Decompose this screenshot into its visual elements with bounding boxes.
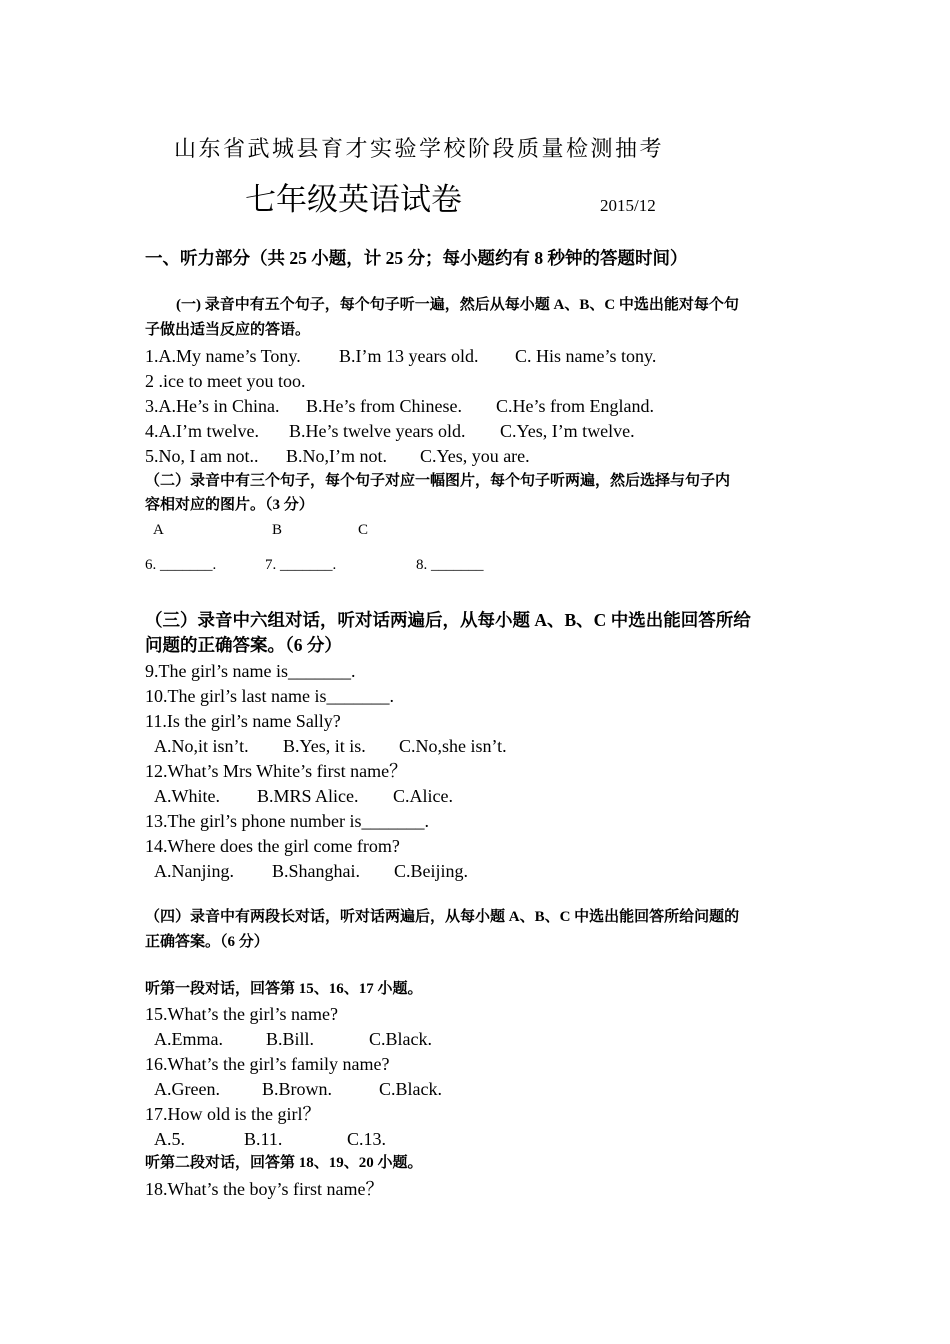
q3-option-b: B.He’s from Chinese. <box>306 396 462 416</box>
section1-instruction-line1: (一) 录音中有五个句子，每个句子听一遍，然后从每小题 A、B、C 中选出能对每个句 <box>176 297 739 313</box>
q12-option-a: A.White. <box>154 786 220 806</box>
q11-option-b: B.Yes, it is. <box>283 736 366 756</box>
section4-instruction-line2: 正确答案。（6 分） <box>145 934 269 950</box>
dialog2-instruction: 听第二段对话，回答第 18、19、20 小题。 <box>145 1155 423 1171</box>
answer-blank-8[interactable]: 8. _______ <box>416 557 484 573</box>
q12-option-c: C.Alice. <box>393 786 453 806</box>
q1-option-c: C. His name’s tony. <box>515 346 657 366</box>
picture-label-b: B <box>272 522 283 538</box>
q4-option-a: 4.A.I’m twelve. <box>145 421 259 441</box>
q3-option-c: C.He’s from England. <box>496 396 654 416</box>
question-4 <box>145 419 635 444</box>
part1-heading: 一、听力部分（共 25 小题，计 25 分；每小题约有 8 秒钟的答题时间） <box>145 248 688 268</box>
question-3 <box>145 394 654 419</box>
question-18: 18.What’s the boy’s first name？ <box>145 1179 384 1199</box>
q15-option-b: B.Bill. <box>266 1029 315 1049</box>
q16-option-c: C.Black. <box>379 1079 442 1099</box>
q16-options <box>154 1077 442 1102</box>
question-1 <box>145 344 656 369</box>
question-5 <box>145 444 530 469</box>
picture-label-a: A <box>153 522 164 538</box>
question-10: 10.The girl’s last name is_______. <box>145 686 394 706</box>
q1-option-b: B.I’m 13 years old. <box>339 346 479 366</box>
section1-instruction-line2: 子做出适当反应的答语。 <box>145 322 311 338</box>
q16-option-b: B.Brown. <box>262 1079 333 1099</box>
section3-instruction-line2: 问题的正确答案。（6 分） <box>145 635 342 655</box>
q17-options <box>154 1127 386 1152</box>
question-15: 15.What’s the girl’s name? <box>145 1004 338 1024</box>
exam-date: 2015/12 <box>600 196 656 215</box>
question-9: 9.The girl’s name is_______. <box>145 661 356 681</box>
section3-instruction-line1: （三）录音中六组对话，听对话两遍后，从每小题 A、B、C 中选出能回答所给 <box>145 610 751 630</box>
question-11: 11.Is the girl’s name Sally? <box>145 711 341 731</box>
question-14: 14.Where does the girl come from? <box>145 836 400 856</box>
q4-option-b: B.He’s twelve years old. <box>289 421 466 441</box>
page-title: 七年级英语试卷 <box>245 182 462 218</box>
q5-option-c: C.Yes, you are. <box>420 446 530 466</box>
school-name: 山东省武城县育才实验学校阶段质量检测抽考 <box>174 136 665 161</box>
question-2: 2 .ice to meet you too. <box>145 371 306 391</box>
q15-options <box>154 1027 432 1052</box>
q12-options <box>154 784 453 809</box>
q15-option-c: C.Black. <box>369 1029 432 1049</box>
q11-option-c: C.No,she isn’t. <box>399 736 507 756</box>
question-17: 17.How old is the girl？ <box>145 1104 321 1124</box>
q5-option-a: 5.No, I am not.. <box>145 446 259 466</box>
q14-option-c: C.Beijing. <box>394 861 469 881</box>
section2-instruction-line1: （二）录音中有三个句子，每个句子对应一幅图片，每个句子听两遍，然后选择与句子内 <box>145 473 731 489</box>
q11-option-a: A.No,it isn’t. <box>154 736 249 756</box>
answer-blank-7[interactable]: 7. _______. <box>265 557 337 573</box>
section2-instruction-line2: 容相对应的图片。（3 分） <box>145 497 314 513</box>
dialog1-instruction: 听第一段对话，回答第 15、16、17 小题。 <box>145 981 423 997</box>
q17-option-c: C.13. <box>347 1129 387 1149</box>
picture-label-c: C <box>358 522 369 538</box>
q14-option-b: B.Shanghai. <box>272 861 360 881</box>
q14-options <box>154 859 468 884</box>
question-16: 16.What’s the girl’s family name? <box>145 1054 390 1074</box>
q15-option-a: A.Emma. <box>154 1029 223 1049</box>
q3-option-a: 3.A.He’s in China. <box>145 396 280 416</box>
section4-instruction-line1: （四）录音中有两段长对话，听对话两遍后，从每小题 A、B、C 中选出能回答所给问题的 <box>145 909 740 925</box>
q17-option-b: B.11. <box>244 1129 283 1149</box>
q14-option-a: A.Nanjing. <box>154 861 234 881</box>
q11-options <box>154 734 507 759</box>
answer-blank-6[interactable]: 6. _______. <box>145 557 217 573</box>
question-12: 12.What’s Mrs White’s first name？ <box>145 761 408 781</box>
q4-option-c: C.Yes, I’m twelve. <box>500 421 635 441</box>
q5-option-b: B.No,I’m not. <box>286 446 387 466</box>
q17-option-a: A.5. <box>154 1129 185 1149</box>
q1-option-a: 1.A.My name’s Tony. <box>145 346 301 366</box>
question-13: 13.The girl’s phone number is_______. <box>145 811 429 831</box>
q12-option-b: B.MRS Alice. <box>257 786 359 806</box>
q16-option-a: A.Green. <box>154 1079 220 1099</box>
